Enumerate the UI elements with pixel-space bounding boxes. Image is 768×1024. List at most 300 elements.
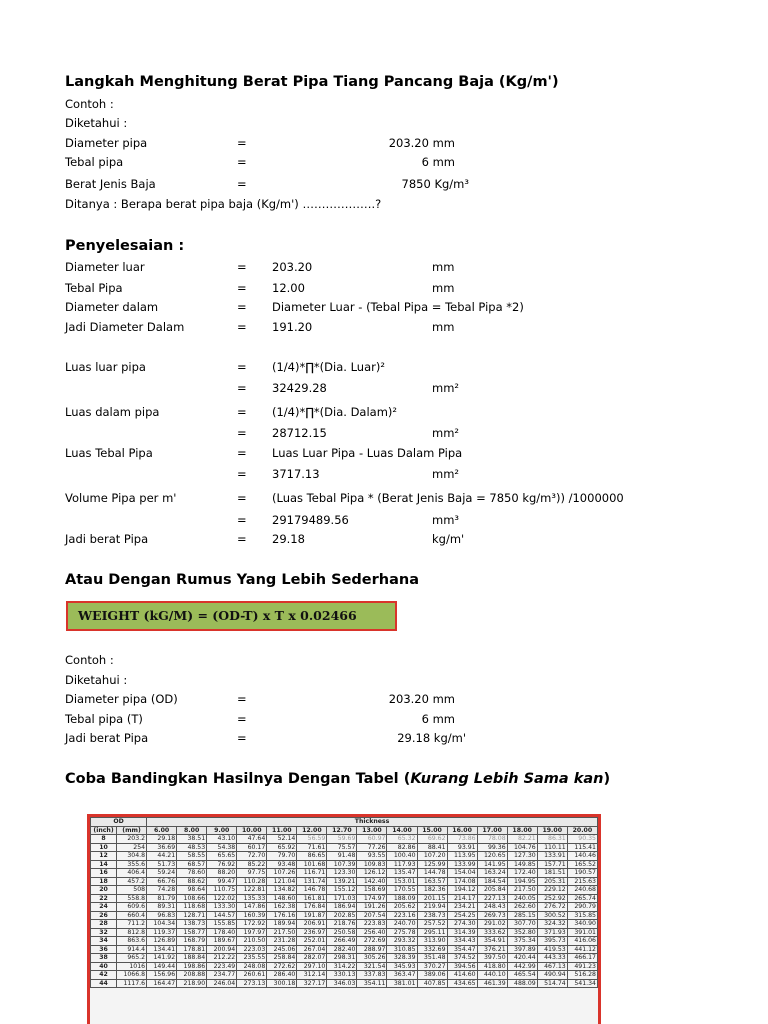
table-cell: 34: [91, 937, 117, 946]
table-cell: 20: [91, 886, 117, 895]
table-row: [91, 979, 598, 988]
row-value: (1/4)*∏*(Dia. Dalam)²: [272, 405, 398, 419]
table-cell: 208.88: [177, 971, 207, 980]
simple-diketahui: Diketahui :: [65, 673, 128, 687]
table-cell: 290.79: [567, 903, 597, 912]
row-value: 191.20: [272, 320, 313, 334]
table-cell: 376.21: [477, 945, 507, 954]
table-cell: 149.85: [507, 860, 537, 869]
table-cell: 363.47: [387, 971, 417, 980]
row-value: 203.20 mm: [388, 136, 455, 150]
table-cell: 354.91: [477, 937, 507, 946]
table-row: [91, 945, 598, 954]
table-cell: 142.40: [357, 877, 387, 886]
table-cell: 186.94: [327, 903, 357, 912]
table-cell: 120.65: [477, 852, 507, 861]
table-cell: 126.12: [357, 869, 387, 878]
table-cell: 1117.6: [117, 979, 147, 988]
table-cell: 219.94: [417, 903, 447, 912]
table-cell: 76.92: [207, 860, 237, 869]
example-diketahui: Diketahui :: [65, 116, 128, 130]
table-cell: 156.96: [147, 971, 177, 980]
thickness-header-cell: 9.00: [207, 826, 237, 835]
table-cell: 164.47: [147, 979, 177, 988]
table-cell: 69.62: [417, 835, 447, 844]
table-cell: 26: [91, 911, 117, 920]
table-cell: 38: [91, 954, 117, 963]
table-cell: 223.49: [207, 962, 237, 971]
table-cell: 138.73: [177, 920, 207, 929]
row-eq: =: [237, 136, 247, 150]
table-cell: 181.51: [537, 869, 567, 878]
table-cell: 337.83: [357, 971, 387, 980]
table-header-row: [91, 818, 598, 827]
table-cell: 121.04: [267, 877, 297, 886]
row-eq: =: [237, 155, 247, 169]
table-cell: 238.73: [417, 911, 447, 920]
row-value: Luas Luar Pipa - Luas Dalam Pipa: [272, 446, 463, 460]
table-cell: 44: [91, 979, 117, 988]
table-cell: 254.25: [447, 911, 477, 920]
table-cell: 457.2: [117, 877, 147, 886]
table-cell: 246.04: [207, 979, 237, 988]
row-label: Diameter luar: [65, 260, 145, 274]
table-cell: 274.30: [447, 920, 477, 929]
row-eq: =: [237, 731, 247, 745]
table-cell: 275.78: [387, 928, 417, 937]
table-cell: 272.62: [267, 962, 297, 971]
table-cell: 227.13: [477, 894, 507, 903]
table-cell: 234.21: [447, 903, 477, 912]
table-cell: 43.10: [207, 835, 237, 844]
row-unit: mm²: [432, 426, 460, 440]
table-cell: 88.41: [417, 843, 447, 852]
table-cell: 461.39: [477, 979, 507, 988]
table-cell: 314.22: [327, 962, 357, 971]
table-cell: 172.40: [507, 869, 537, 878]
table-cell: 441.12: [567, 945, 597, 954]
table-cell: 194.95: [507, 877, 537, 886]
table-cell: 295.11: [417, 928, 447, 937]
row-value: (1/4)*∏*(Dia. Luar)²: [272, 360, 385, 374]
table-cell: 375.34: [507, 937, 537, 946]
row-value: 12.00: [272, 281, 305, 295]
table-cell: 354.11: [357, 979, 387, 988]
table-cell: 354.47: [447, 945, 477, 954]
row-unit: mm²: [432, 381, 460, 395]
table-cell: 266.49: [327, 937, 357, 946]
table-cell: 190.57: [567, 869, 597, 878]
table-cell: 51.73: [147, 860, 177, 869]
table-cell: 47.64: [237, 835, 267, 844]
thickness-header-cell: 11.00: [267, 826, 297, 835]
table-cell: 88.20: [207, 869, 237, 878]
table-row: [91, 971, 598, 980]
table-cell: 149.44: [147, 962, 177, 971]
table-cell: 282.07: [297, 954, 327, 963]
table-cell: 78.08: [477, 835, 507, 844]
row-eq: =: [237, 491, 247, 505]
table-cell: 333.62: [477, 928, 507, 937]
table-cell: 24: [91, 903, 117, 912]
table-cell: 60.97: [357, 835, 387, 844]
table-cell: 158.69: [357, 886, 387, 895]
row-value: 29.18 kg/m': [397, 731, 466, 745]
table-cell: 217.50: [507, 886, 537, 895]
table-cell: 217.50: [267, 928, 297, 937]
row-label: Jadi berat Pipa: [65, 731, 149, 745]
table-cell: 514.74: [537, 979, 567, 988]
table-cell: 1016: [117, 962, 147, 971]
row-label: Diameter dalam: [65, 300, 159, 314]
table-cell: 93.48: [267, 860, 297, 869]
row-value: (Luas Tebal Pipa * (Berat Jenis Baja = 7850 kg/m³)) /1000000: [272, 491, 624, 505]
table-cell: 118.68: [177, 903, 207, 912]
thickness-header-cell: 10.00: [237, 826, 267, 835]
row-label: Luas dalam pipa: [65, 405, 160, 419]
row-unit: kg/m': [432, 532, 465, 546]
table-cell: 250.58: [327, 928, 357, 937]
od-subheader-cell: (mm): [117, 826, 147, 835]
table-cell: 108.66: [177, 894, 207, 903]
table-row: [91, 903, 598, 912]
table-cell: 165.52: [567, 860, 597, 869]
table-cell: 189.67: [207, 937, 237, 946]
table-cell: 79.70: [267, 852, 297, 861]
table-cell: 1066.8: [117, 971, 147, 980]
table-cell: 541.34: [567, 979, 597, 988]
table-cell: 65.32: [387, 835, 417, 844]
row-value: 203.20 mm: [388, 692, 455, 706]
reference-table-frame: [87, 814, 601, 1024]
table-cell: 328.39: [387, 954, 417, 963]
table-cell: 419.53: [537, 945, 567, 954]
row-value: Diameter Luar - (Tebal Pipa = Tebal Pipa *2): [272, 300, 524, 314]
table-cell: 71.61: [297, 843, 327, 852]
table-cell: 223.03: [237, 945, 267, 954]
table-cell: 115.41: [567, 843, 597, 852]
table-cell: 85.22: [237, 860, 267, 869]
table-cell: 160.39: [237, 911, 267, 920]
table-cell: 207.54: [357, 911, 387, 920]
table-cell: 60.17: [237, 843, 267, 852]
table-cell: 465.54: [507, 971, 537, 980]
row-value: 29.18: [272, 532, 305, 546]
thickness-header-cell: 16.00: [447, 826, 477, 835]
table-cell: 141.95: [477, 860, 507, 869]
table-cell: 397.50: [477, 954, 507, 963]
table-cell: 443.33: [537, 954, 567, 963]
table-cell: 110.11: [537, 843, 567, 852]
table-cell: 171.03: [327, 894, 357, 903]
table-cell: 141.92: [147, 954, 177, 963]
table-cell: 215.63: [567, 877, 597, 886]
table-row: [91, 852, 598, 861]
table-cell: 420.44: [507, 954, 537, 963]
table-cell: 234.77: [207, 971, 237, 980]
table-cell: 73.86: [447, 835, 477, 844]
table-cell: 223.16: [387, 911, 417, 920]
table-cell: 135.47: [387, 869, 417, 878]
table-cell: 440.10: [477, 971, 507, 980]
table-cell: 490.94: [537, 971, 567, 980]
table-cell: 229.12: [537, 886, 567, 895]
table-cell: 96.83: [147, 911, 177, 920]
table-cell: 172.92: [237, 920, 267, 929]
table-cell: 176.84: [297, 903, 327, 912]
table-cell: 14: [91, 860, 117, 869]
table-cell: 248.43: [477, 903, 507, 912]
table-cell: 42: [91, 971, 117, 980]
table-cell: 168.79: [177, 937, 207, 946]
table-cell: 466.17: [567, 954, 597, 963]
table-cell: 434.65: [447, 979, 477, 988]
compare-heading-main: Coba Bandingkan Hasilnya Dengan Tabel (: [65, 771, 411, 787]
table-row: [91, 962, 598, 971]
table-cell: 315.85: [567, 911, 597, 920]
table-cell: 82.21: [507, 835, 537, 844]
table-cell: 162.38: [267, 903, 297, 912]
table-cell: 191.87: [297, 911, 327, 920]
row-eq: =: [237, 405, 247, 419]
table-cell: 965.2: [117, 954, 147, 963]
table-cell: 711.2: [117, 920, 147, 929]
table-cell: 406.4: [117, 869, 147, 878]
table-cell: 101.68: [297, 860, 327, 869]
formula-box: [66, 601, 397, 631]
compare-heading: [65, 771, 610, 787]
table-cell: 206.91: [297, 920, 327, 929]
table-cell: 134.82: [267, 886, 297, 895]
table-cell: 66.76: [147, 877, 177, 886]
table-cell: 135.33: [237, 894, 267, 903]
row-label: Diameter pipa (OD): [65, 692, 178, 706]
table-cell: 340.90: [567, 920, 597, 929]
table-cell: 54.38: [207, 843, 237, 852]
table-row: [91, 877, 598, 886]
row-label: Berat Jenis Baja: [65, 177, 156, 191]
table-cell: 10: [91, 843, 117, 852]
table-cell: 248.08: [237, 962, 267, 971]
table-cell: 197.97: [237, 928, 267, 937]
row-eq: =: [237, 532, 247, 546]
table-cell: 330.13: [327, 971, 357, 980]
table-cell: 65.65: [207, 852, 237, 861]
reference-table: [90, 817, 598, 988]
table-cell: 38.51: [177, 835, 207, 844]
table-cell: 86.65: [297, 852, 327, 861]
row-unit: mm²: [432, 467, 460, 481]
thickness-header: Thickness: [147, 818, 598, 827]
table-cell: 198.86: [177, 962, 207, 971]
table-cell: 200.94: [207, 945, 237, 954]
table-cell: 157.71: [537, 860, 567, 869]
row-value: 29179489.56: [272, 513, 349, 527]
table-cell: 293.32: [387, 937, 417, 946]
thickness-header-cell: 14.00: [387, 826, 417, 835]
row-eq: =: [237, 446, 247, 460]
thickness-header-cell: 12.70: [327, 826, 357, 835]
table-cell: 133.91: [537, 852, 567, 861]
table-cell: 122.81: [237, 886, 267, 895]
table-cell: 36: [91, 945, 117, 954]
row-eq: =: [237, 467, 247, 481]
table-cell: 110.75: [207, 886, 237, 895]
table-cell: 104.76: [507, 843, 537, 852]
table-cell: 99.36: [477, 843, 507, 852]
table-cell: 188.84: [177, 954, 207, 963]
table-cell: 123.30: [327, 869, 357, 878]
formula-text: WEIGHT (kG/M) = (OD-T) x T x 0.02466: [78, 608, 357, 623]
thickness-header-cell: 8.00: [177, 826, 207, 835]
row-value: 32429.28: [272, 381, 327, 395]
row-eq: =: [237, 320, 247, 334]
table-cell: 109.83: [357, 860, 387, 869]
table-cell: 146.78: [297, 886, 327, 895]
table-cell: 235.55: [237, 954, 267, 963]
table-cell: 240.05: [507, 894, 537, 903]
example-question: Ditanya : Berapa berat pipa baja (Kg/m') ……………….?: [65, 197, 382, 211]
row-unit: mm: [432, 320, 455, 334]
table-cell: 370.27: [417, 962, 447, 971]
table-row: [91, 886, 598, 895]
table-cell: 44.21: [147, 852, 177, 861]
table-cell: 260.61: [237, 971, 267, 980]
row-label: Tebal pipa: [65, 155, 124, 169]
thickness-header-cell: 13.00: [357, 826, 387, 835]
table-cell: 265.74: [567, 894, 597, 903]
row-value: 6 mm: [421, 155, 455, 169]
table-cell: 307.70: [507, 920, 537, 929]
table-cell: 314.39: [447, 928, 477, 937]
row-eq: =: [237, 712, 247, 726]
od-subheader-cell: (inch): [91, 826, 117, 835]
table-cell: 191.26: [357, 903, 387, 912]
table-cell: 88.62: [177, 877, 207, 886]
table-cell: 252.01: [297, 937, 327, 946]
table-cell: 140.46: [567, 852, 597, 861]
table-cell: 298.31: [327, 954, 357, 963]
table-cell: 442.99: [507, 962, 537, 971]
table-cell: 119.37: [147, 928, 177, 937]
table-cell: 93.55: [357, 852, 387, 861]
table-cell: 194.12: [447, 886, 477, 895]
row-value: 7850 Kg/m³: [401, 177, 469, 191]
table-cell: 660.4: [117, 911, 147, 920]
table-cell: 133.99: [447, 860, 477, 869]
table-cell: 285.15: [507, 911, 537, 920]
table-cell: 72.70: [237, 852, 267, 861]
table-cell: 139.21: [327, 877, 357, 886]
table-cell: 324.32: [537, 920, 567, 929]
table-cell: 58.55: [177, 852, 207, 861]
table-cell: 381.01: [387, 979, 417, 988]
table-cell: 48.53: [177, 843, 207, 852]
table-cell: 394.56: [447, 962, 477, 971]
table-cell: 212.22: [207, 954, 237, 963]
table-cell: 81.79: [147, 894, 177, 903]
table-cell: 267.04: [297, 945, 327, 954]
table-cell: 163.24: [477, 869, 507, 878]
table-cell: 93.91: [447, 843, 477, 852]
thickness-header-cell: 12.00: [297, 826, 327, 835]
example-contoh: Contoh :: [65, 97, 114, 111]
table-row: [91, 869, 598, 878]
table-cell: 127.30: [507, 852, 537, 861]
table-cell: 395.73: [537, 937, 567, 946]
row-unit: mm: [432, 281, 455, 295]
table-cell: 155.12: [327, 886, 357, 895]
row-eq: =: [237, 381, 247, 395]
row-unit: mm³: [432, 513, 460, 527]
table-cell: 205.84: [477, 886, 507, 895]
table-cell: 214.17: [447, 894, 477, 903]
row-eq: =: [237, 281, 247, 295]
table-cell: 352.80: [507, 928, 537, 937]
table-cell: 77.26: [357, 843, 387, 852]
table-row: [91, 860, 598, 869]
table-cell: 100.40: [387, 852, 417, 861]
table-cell: 107.20: [417, 852, 447, 861]
table-cell: 812.8: [117, 928, 147, 937]
table-body: [91, 835, 598, 988]
table-cell: 182.36: [417, 886, 447, 895]
table-cell: 202.85: [327, 911, 357, 920]
row-value: 6 mm: [421, 712, 455, 726]
table-cell: 351.48: [417, 954, 447, 963]
table-row: [91, 894, 598, 903]
table-cell: 144.57: [207, 911, 237, 920]
table-cell: 516.28: [567, 971, 597, 980]
table-cell: 345.93: [387, 962, 417, 971]
table-cell: 346.03: [327, 979, 357, 988]
table-cell: 312.14: [297, 971, 327, 980]
row-label: Luas Tebal Pipa: [65, 446, 153, 460]
table-cell: 205.31: [537, 877, 567, 886]
table-cell: 178.81: [177, 945, 207, 954]
table-cell: 397.89: [507, 945, 537, 954]
table-cell: 467.13: [537, 962, 567, 971]
table-cell: 99.47: [207, 877, 237, 886]
table-cell: 122.02: [207, 894, 237, 903]
table-cell: 286.40: [267, 971, 297, 980]
table-cell: 153.01: [387, 877, 417, 886]
table-cell: 189.94: [267, 920, 297, 929]
table-cell: 125.99: [417, 860, 447, 869]
thickness-header-cell: 6.00: [147, 826, 177, 835]
thickness-header-cell: 15.00: [417, 826, 447, 835]
row-label: Volume Pipa per m': [65, 491, 177, 505]
table-cell: 16: [91, 869, 117, 878]
table-cell: 104.34: [147, 920, 177, 929]
row-eq: =: [237, 513, 247, 527]
table-cell: 231.28: [267, 937, 297, 946]
table-cell: 374.52: [447, 954, 477, 963]
table-cell: 201.15: [417, 894, 447, 903]
table-cell: 28: [91, 920, 117, 929]
table-cell: 174.08: [447, 877, 477, 886]
table-cell: 74.28: [147, 886, 177, 895]
table-cell: 117.93: [387, 860, 417, 869]
table-cell: 863.6: [117, 937, 147, 946]
table-row: [91, 843, 598, 852]
table-cell: 40: [91, 962, 117, 971]
table-cell: 158.77: [177, 928, 207, 937]
table-cell: 176.16: [267, 911, 297, 920]
table-cell: 240.70: [387, 920, 417, 929]
table-cell: 178.40: [207, 928, 237, 937]
table-cell: 56.59: [297, 835, 327, 844]
